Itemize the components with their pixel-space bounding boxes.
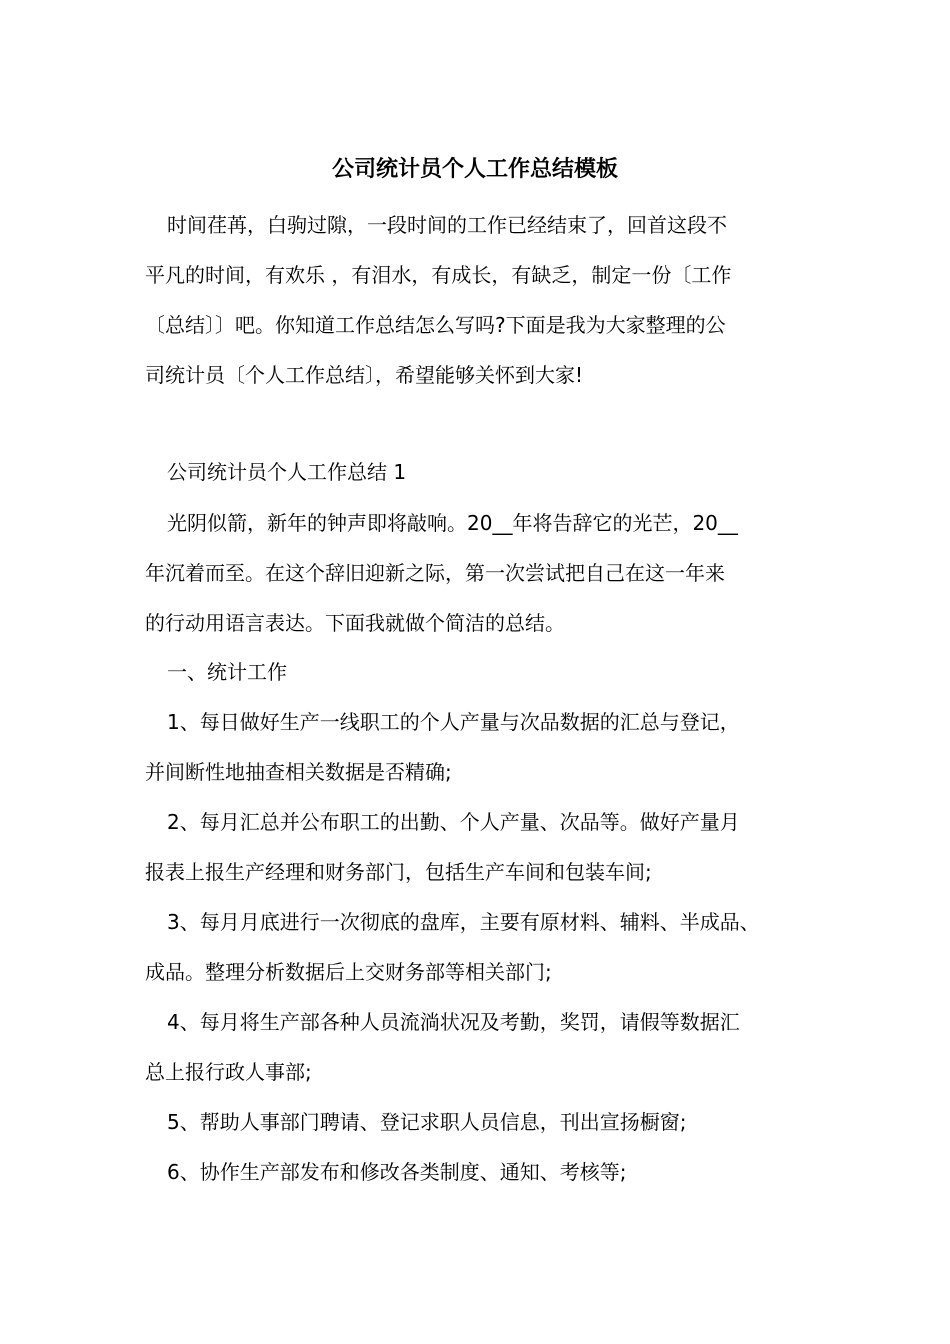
paragraph-line: 年沉着而至。在这个辞旧迎新之际，第一次尝试把自己在这一年来 — [145, 561, 725, 585]
paragraph-line: 时间荏苒，白驹过隙，一段时间的工作已经结束了，回首这段不 — [167, 213, 727, 237]
list-item-line: 3、每月月底进行一次彻底的盘库，主要有原材料、辅料、半成品、 — [167, 910, 760, 934]
intro-paragraph — [145, 200, 825, 400]
list-item-line: 成品。整理分析数据后上交财务部等相关部门; — [145, 960, 552, 984]
paragraph-line: 光阴似箭，新年的钟声即将敲响。20__年将告辞它的光芒，20__ — [167, 511, 738, 535]
section-heading-text: 公司统计员个人工作总结 1 — [167, 460, 407, 484]
list-item — [145, 897, 825, 997]
list-item — [145, 697, 825, 797]
list-item-line: 报表上报生产经理和财务部门，包括生产车间和包装车间; — [145, 860, 652, 884]
paragraph-line: 平凡的时间，有欢乐 ，有泪水，有成长，有缺乏，制定一份〔工作 — [145, 263, 732, 287]
paragraph-line: 的行动用语言表达。下面我就做个简洁的总结。 — [145, 611, 565, 635]
list-item-line: 并间断性地抽查相关数据是否精确; — [145, 760, 452, 784]
opening-paragraph — [145, 498, 825, 648]
subheading — [145, 647, 825, 697]
subheading-text: 一、统计工作 — [167, 660, 287, 684]
list-item — [145, 797, 825, 897]
list-item-line: 总上报行政人事部; — [145, 1060, 312, 1084]
list-item-line: 1、每日做好生产一线职工的个人产量与次品数据的汇总与登记， — [167, 710, 740, 734]
list-item-line: 6、协作生产部发布和修改各类制度、通知、考核等; — [167, 1160, 627, 1184]
section-heading — [145, 447, 825, 497]
list-item-line: 4、每月将生产部各种人员流淌状况及考勤，奖罚，请假等数据汇 — [167, 1010, 740, 1034]
list-item-line: 2、每月汇总并公布职工的出勤、个人产量、次品等。做好产量月 — [167, 810, 740, 834]
list-item — [145, 1097, 825, 1147]
paragraph-line: 〔总结〕〕吧。你知道工作总结怎么写吗?下面是我为大家整理的公 — [145, 313, 726, 337]
list-item — [145, 997, 825, 1097]
document-title: 公司统计员个人工作总结模板 — [331, 157, 618, 182]
list-item — [145, 1147, 825, 1197]
list-item-line: 5、帮助人事部门聘请、登记求职人员信息，刊出宣扬橱窗; — [167, 1110, 687, 1134]
paragraph-line: 司统计员〔个人工作总结〕，希望能够关怀到大家! — [145, 363, 584, 387]
